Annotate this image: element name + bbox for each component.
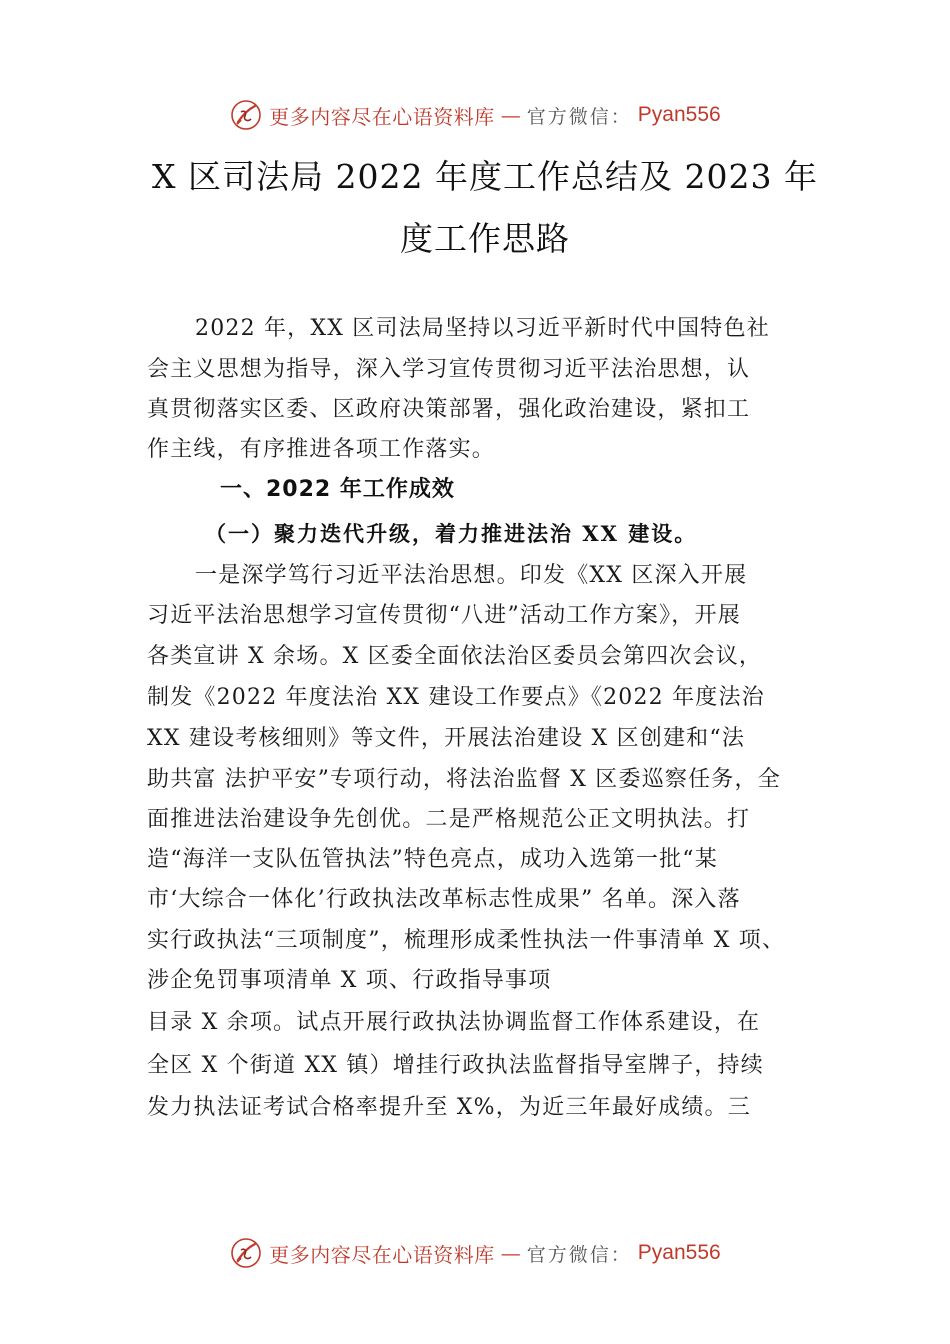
body-line: 习近平法治思想学习宣传贯彻“八进”活动工作方案》，开展	[147, 603, 741, 628]
intro-line: 作主线，有序推进各项工作落实。	[147, 437, 496, 462]
scroll-quill-logo-icon	[229, 1236, 263, 1270]
intro-line: 2022 年，XX 区司法局坚持以习近平新时代中国特色社	[195, 316, 770, 341]
watermark-label: 官方微信：	[526, 1243, 632, 1266]
watermark-wechat-id: Pyan556	[637, 103, 721, 126]
body-line: 全区 X 个街道 XX 镇）增挂行政执法监督指导室牌子，持续	[147, 1053, 764, 1078]
section-heading: 一、2022 年工作成效	[220, 477, 455, 502]
body-line: 发力执法证考试合格率提升至 X%，为近三年最好成绩。三	[147, 1095, 751, 1120]
body-line: 一是深学笃行习近平法治思想。印发《XX 区深入开展	[195, 563, 748, 588]
body-line: 市‘大综合一体化’行政执法改革标志性成果” 名单。深入落	[147, 887, 741, 912]
watermark-separator: —	[500, 1241, 521, 1265]
watermark-text: 更多内容尽在心语资料库	[269, 104, 495, 129]
watermark-footer	[0, 1233, 950, 1273]
subsection-heading: （一）聚力迭代升级，着力推进法治 XX 建设。	[205, 521, 698, 546]
watermark-wechat-id: Pyan556	[637, 1241, 721, 1264]
body-line: 造“海洋一支队伍管执法”特色亮点，成功入选第一批“某	[147, 847, 718, 872]
scroll-quill-logo-icon	[229, 98, 263, 132]
watermark-label: 官方微信：	[526, 105, 632, 128]
watermark-text: 更多内容尽在心语资料库	[269, 1242, 495, 1267]
intro-line: 会主义思想为指导，深入学习宣传贯彻习近平法治思想，认	[147, 357, 751, 382]
document-title-line-2: 度工作思路	[400, 219, 570, 258]
body-line: 面推进法治建设争先创优。二是严格规范公正文明执法。打	[147, 807, 751, 832]
body-line: 涉企免罚事项清单 X 项、行政指导事项	[147, 968, 552, 993]
document-title-line-1: X 区司法局 2022 年度工作总结及 2023 年	[152, 157, 818, 196]
body-line: 各类宣讲 X 余场。X 区委全面依法治区委员会第四次会议，	[147, 644, 763, 669]
intro-line: 真贯彻落实区委、区政府决策部署，强化政治建设，紧扣工	[147, 397, 751, 422]
watermark-separator: —	[500, 103, 521, 127]
body-line: 目录 X 余项。试点开展行政执法协调监督工作体系建设，在	[147, 1010, 761, 1035]
body-line: 实行政执法“三项制度”，梳理形成柔性执法一件事清单 X 项、	[147, 928, 786, 953]
body-line: XX 建设考核细则》等文件，开展法治建设 X 区创建和“法	[147, 726, 746, 751]
body-line: 制发《2022 年度法治 XX 建设工作要点》《2022 年度法治	[147, 685, 765, 710]
watermark-header	[0, 95, 950, 135]
body-line: 助共富 法护平安”专项行动，将法治监督 X 区委巡察任务，全	[147, 767, 781, 792]
